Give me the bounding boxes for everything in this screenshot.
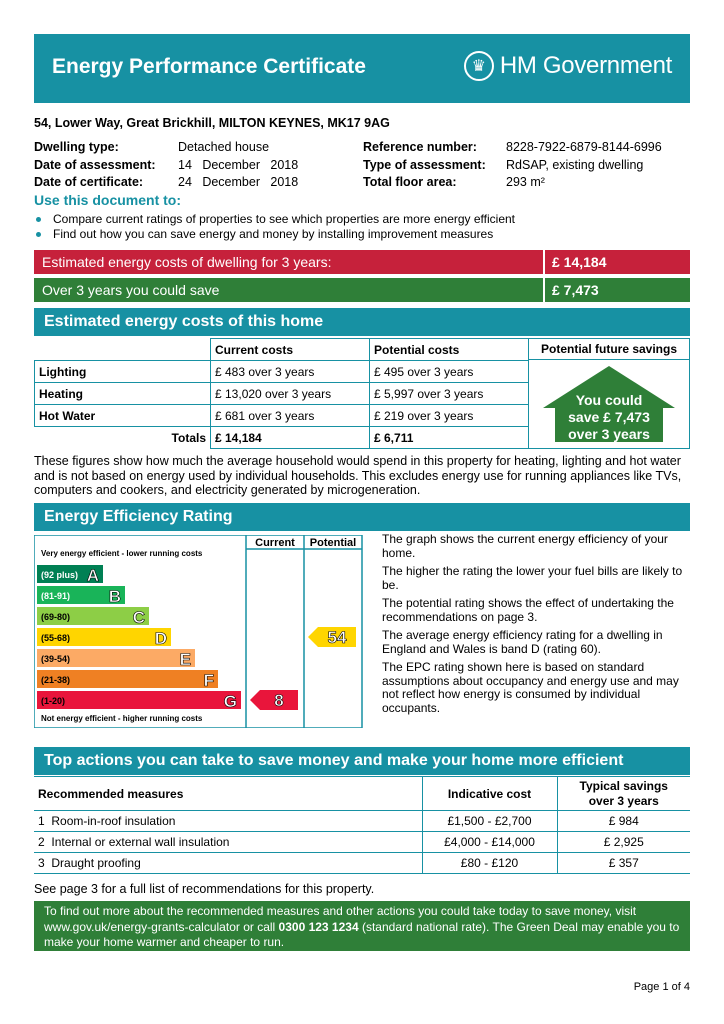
rating-text: The graph shows the current energy efficiency of your home. <box>382 532 668 560</box>
dwelling-type-value: Detached house <box>178 140 270 154</box>
estimated-costs-bar <box>34 250 690 274</box>
costs-explanation: These figures show how much the average household would spend in this property for heating, lighting and hot water and is not based on energy used by individual households. This excludes energy use for running appliances like TVs, computers and cookers, and electricity generated by microgeneration. <box>34 454 682 497</box>
band-letter: D <box>154 629 167 648</box>
band-letter: G <box>223 692 237 711</box>
band-range: (69-80) <box>41 612 71 622</box>
table-row: 1 Room-in-roof insulation £1,500 - £2,700 £ 984 <box>34 811 690 832</box>
rating-explanation <box>382 533 694 720</box>
table-row: Heating £ 13,020 over 3 years £ 5,997 over 3 years <box>35 383 529 405</box>
costs-section-header: Estimated energy costs of this home <box>34 308 690 336</box>
certificate-date-value: 24 December 2018 <box>178 175 299 189</box>
col-savings: Typical savings over 3 years <box>557 777 690 811</box>
band-letter: A <box>86 566 99 585</box>
table-row: 3 Draught proofing £80 - £120 £ 357 <box>34 853 690 874</box>
details-left <box>34 139 298 192</box>
list-item: Compare current ratings of properties to see which properties are more energy efficient <box>34 212 515 227</box>
floor-area-value: 293 m² <box>506 175 545 189</box>
list-item: Find out how you can save energy and money by installing improvement measures <box>34 227 515 242</box>
phone-number: 0300 123 1234 <box>278 919 359 934</box>
floor-area-label: Total floor area: <box>363 175 457 189</box>
table-row: Lighting £ 483 over 3 years £ 495 over 3 years <box>35 361 529 383</box>
assessment-type-value: RdSAP, existing dwelling <box>506 157 644 172</box>
col-cost: Indicative cost <box>422 777 557 811</box>
potential-rating-value: 54 <box>327 628 347 647</box>
could-save-label: Over 3 years you could save <box>42 282 220 298</box>
rating-text: The average energy efficiency rating for a dwelling in England and Wales is band D (rating 60). <box>382 628 663 656</box>
page-number: Page 1 of 4 <box>633 981 690 993</box>
table-row: 2 Internal or external wall insulation £4,000 - £14,000 £ 2,925 <box>34 832 690 853</box>
costs-table <box>34 338 529 449</box>
current-rating-value: 8 <box>274 691 284 710</box>
hm-government-logo: ♛ HM Government <box>464 51 672 81</box>
col-potential: Potential <box>309 537 357 549</box>
band-range: (39-54) <box>41 654 71 664</box>
royal-crest-icon: ♛ <box>464 51 494 81</box>
property-address: 54, Lower Way, Great Brickhill, MILTON KEYNES, MK17 9AG <box>34 116 390 130</box>
reference-label: Reference number: <box>363 140 477 154</box>
use-document-title: Use this document to: <box>34 192 182 208</box>
col-measures: Recommended measures <box>34 777 422 811</box>
table-header <box>34 777 690 811</box>
col-potential-costs: Potential costs <box>370 339 529 361</box>
header-banner <box>34 34 690 103</box>
band-range: (55-68) <box>41 633 71 643</box>
info-box: To find out more about the recommended measures and other actions you could take today to save money, visit www.gov.uk/energy-grants-calculator or call 0300 123 1234 (standard national rate). The Green Deal may enable you to make your home warmer and cheaper to run. <box>34 901 690 951</box>
rating-section-header: Energy Efficiency Rating <box>34 503 690 531</box>
rating-text: The higher the rating the lower your fuel bills are likely to be. <box>382 564 683 592</box>
rating-chart-svg <box>34 535 364 728</box>
rating-text: The EPC rating shown here is based on standard assumptions about occupancy and energy use and may not reflect how energy is consumed by individual occupants. <box>382 660 679 715</box>
could-save-bar <box>34 278 690 302</box>
estimated-costs-value: £ 14,184 <box>543 250 690 274</box>
table-row: Hot Water £ 681 over 3 years £ 219 over 3 years <box>35 405 529 427</box>
band-range: (81-91) <box>41 591 71 601</box>
see-page-note: See page 3 for a full list of recommendations for this property. <box>34 882 375 896</box>
rating-chart <box>34 535 364 728</box>
totals-row: Totals £ 14,184 £ 6,711 <box>35 427 529 449</box>
actions-section-header: Top actions you can take to save money and make your home more efficient <box>34 747 690 775</box>
col-current: Current <box>255 537 295 549</box>
dwelling-type-label: Dwelling type: <box>34 140 119 154</box>
band-letter: E <box>179 650 191 669</box>
band-range: (21-38) <box>41 675 71 685</box>
band-letter: C <box>132 608 145 627</box>
use-document-list <box>34 212 515 242</box>
savings-line-1: You could <box>575 392 643 408</box>
future-savings-cell <box>528 360 690 449</box>
rating-text: The potential rating shows the effect of undertaking the recommendations on page 3. <box>382 596 674 624</box>
col-current-costs: Current costs <box>211 339 370 361</box>
assessment-date-value: 14 December 2018 <box>178 157 299 172</box>
page-title: Energy Performance Certificate <box>52 55 366 78</box>
actions-table <box>34 776 690 874</box>
band-letter: B <box>108 587 121 606</box>
reference-value: 8228-7922-6879-8144-6996 <box>506 140 662 154</box>
certificate-date-label: Date of certificate: <box>34 175 144 189</box>
savings-house-icon <box>529 360 689 448</box>
band-g <box>37 691 241 709</box>
estimated-costs-label: Estimated energy costs of dwelling for 3 years: <box>42 254 332 270</box>
band-range: (92 plus) <box>41 570 79 580</box>
col-future-savings: Potential future savings <box>528 338 690 360</box>
could-save-value: £ 7,473 <box>543 278 690 302</box>
band-range: (1-20) <box>41 696 66 706</box>
top-note: Very energy efficient - lower running costs <box>41 549 203 558</box>
band-letter: F <box>203 671 214 690</box>
assessment-type-label: Type of assessment: <box>363 157 486 172</box>
assessment-date-label: Date of assessment: <box>34 157 156 172</box>
bottom-note: Not energy efficient - higher running costs <box>41 714 203 723</box>
savings-line-2: save £ 7,473 <box>568 409 650 425</box>
details-right <box>363 139 662 192</box>
savings-line-3: over 3 years <box>568 426 650 442</box>
